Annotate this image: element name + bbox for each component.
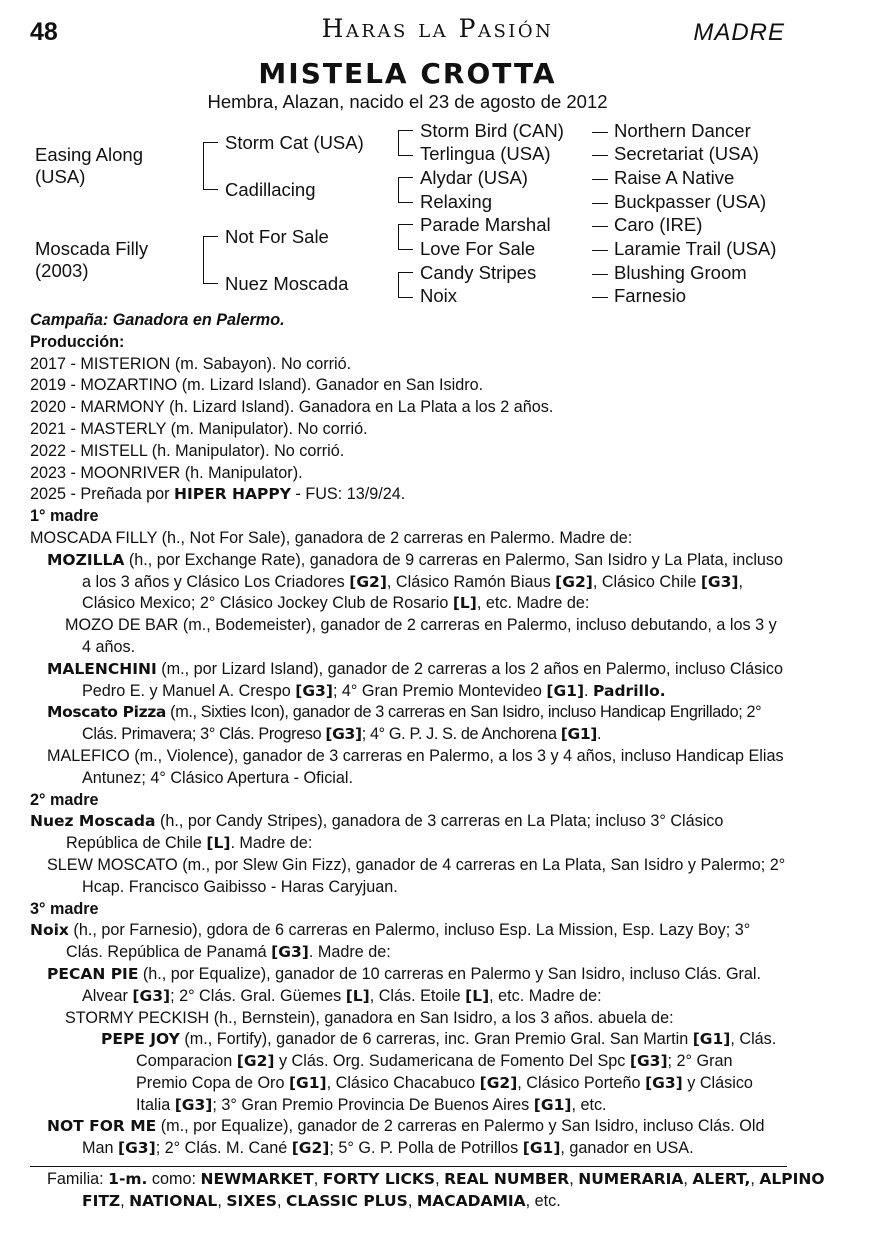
produce-entry: MALENCHINI (m., por Lizard Island), ganador de 2 carreras a los 2 años en Palermo, incluso Clásico Pedro E. y Manuel A. Crespo [G3]; 4° Gran Premio Montevideo [G1]. Padrillo. [47, 659, 783, 700]
first-dam-intro: MOSCADA FILLY (h., Not For Sale), ganadora de 2 carreras en Palermo. Madre de: [30, 528, 633, 547]
bracket [398, 130, 413, 156]
pedigree-gen4: Secretariat (USA) [614, 143, 759, 164]
pedigree-gen4: Laramie Trail (USA) [614, 238, 777, 259]
pedigree-gen4: Caro (IRE) [614, 214, 703, 235]
produce-entry: NOT FOR ME (m., por Equalize), ganador de 2 carreras en Palermo y San Isidro, incluso Clás. Old Man [G3]; 2° Clás. M. Cané [G2]; 5° G. P. Polla de Potrillos [G1], ganador en USA. [47, 1117, 765, 1158]
pedigree-sire: Easing Along (USA) [35, 144, 144, 187]
production-item: 2025 - Preñada por HIPER HAPPY - FUS: 13/9/24. [30, 485, 406, 504]
second-dam-heading: 2° madre [30, 790, 99, 809]
pedigree-gen3: Noix [420, 285, 458, 306]
bracket [203, 142, 218, 190]
produce-entry: MOZILLA (h., por Exchange Rate), ganadora de 9 carreras en Palermo, San Isidro y La Plata, incluso a los 3 años y Clásico Los Criadores [G2], Clásico Ramón Biaus [G2], Clásico Chile [G3], Clásico Mexico; 2° Clásico Jockey Club de Rosario [L], etc. Madre de: [47, 550, 784, 613]
section-label: MADRE [693, 19, 785, 46]
pedigree-gen4: Blushing Groom [614, 262, 747, 283]
horse-name: MISTELA CROTTA [258, 57, 557, 90]
bracket [398, 272, 413, 298]
pedigree-gen4: Northern Dancer [614, 120, 751, 141]
pedigree-gen3: Terlingua (USA) [420, 143, 551, 164]
pedigree-gen2: Nuez Moscada [225, 273, 349, 294]
bracket [203, 236, 218, 284]
dam-entry: Noix (h., por Farnesio), gdora de 6 carreras en Palermo, incluso Esp. La Mission, Esp. Lazy Boy; 3° Clás. República de Panamá [G3]. Madre de: [30, 921, 751, 962]
pedigree-gen2: Not For Sale [225, 226, 329, 247]
pedigree-gen2: Cadillacing [225, 179, 316, 200]
family-line: Familia: 1-m. como: NEWMARKET, FORTY LICKS, REAL NUMBER, NUMERARIA, ALERT,, ALPINO FITZ, NATIONAL, SIXES, CLASSIC PLUS, MACADAMIA, etc. [47, 1170, 825, 1210]
pedigree-gen4: Farnesio [614, 285, 686, 306]
farm-title: Haras la Pasión [321, 14, 554, 43]
produce-entry: PECAN PIE (h., por Equalize), ganador de 10 carreras en Palermo y San Isidro, incluso Clás. Gral. Alvear [G3]; 2° Clás. Gral. Güemes [L], Clás. Etoile [L], etc. Madre de: [47, 964, 762, 1005]
pedigree-dam: Moscada Filly (2003) [35, 238, 149, 281]
pedigree-gen3: Parade Marshal [420, 214, 551, 235]
pedigree-gen3: Candy Stripes [420, 262, 537, 283]
produce-entry: STORMY PECKISH (h., Bernstein), ganadora en San Isidro, a los 3 años. abuela de: [65, 1008, 674, 1027]
produce-entry: PEPE JOY (m., Fortify), ganador de 6 carreras, inc. Gran Premio Gral. San Martin [G1], Clás. Comparacion [G2] y Clás. Org. Sudamericana de Fomento Del Spc [G3]; 2° Gran Premio Copa de Oro [G1], Clásico Chacabuco [G2], Clásico Porteño [G3] y Clásico Italia [G3]; 3° Gran Premio Provincia De Buenos Aires [G1], etc. [101, 1030, 777, 1114]
dam-entry: Nuez Moscada (h., por Candy Stripes), ganadora de 3 carreras en La Plata; incluso 3° Clásico República de Chile [L]. Madre de: [30, 812, 724, 853]
production-item: 2017 - MISTERION (m. Sabayon). No corrió. [30, 354, 352, 373]
pedigree-gen3: Storm Bird (CAN) [420, 120, 564, 141]
produce-entry: Moscato Pizza (m., Sixties Icon), ganador de 3 carreras en San Isidro, incluso Handicap Engrillado; 2° Clás. Primavera; 3° Clás. Progreso [G3]; 4° G. P. J. S. de Anchorena [G1]. [47, 703, 762, 744]
divider [30, 1166, 787, 1167]
pedigree-gen3: Love For Sale [420, 238, 536, 259]
produce-entry: SLEW MOSCATO (m., por Slew Gin Fizz), ganador de 4 carreras en La Plata, San Isidro y Palermo; 2° Hcap. Francisco Gaibisso - Haras Caryjuan. [47, 855, 786, 896]
pedigree-gen3: Relaxing [420, 191, 492, 212]
production-item: 2022 - MISTELL (h. Manipulator). No corrió. [30, 441, 345, 460]
production-heading: Producción: [30, 332, 125, 351]
pedigree-gen4: Raise A Native [614, 167, 735, 188]
catalog-body [30, 310, 787, 1160]
bracket [398, 224, 413, 250]
produce-entry: MOZO DE BAR (m., Bodemeister), ganador de 2 carreras en Palermo, incluso debutando, a los 3 y 4 años. [65, 616, 777, 656]
bracket [398, 177, 413, 203]
production-item: 2021 - MASTERLY (m. Manipulator). No corrió. [30, 419, 368, 438]
campaign-line: Campaña: Ganadora en Palermo. [30, 311, 285, 329]
first-dam-heading: 1° madre [30, 507, 99, 526]
pedigree-gen2: Storm Cat (USA) [225, 132, 364, 153]
horse-description: Hembra, Alazan, nacido el 23 de agosto de 2012 [207, 91, 608, 112]
page-number: 48 [30, 18, 58, 46]
production-item: 2019 - MOZARTINO (m. Lizard Island). Ganador en San Isidro. [30, 376, 484, 395]
production-item: 2023 - MOONRIVER (h. Manipulator). [30, 463, 303, 482]
pedigree-gen3: Alydar (USA) [420, 167, 528, 188]
third-dam-heading: 3° madre [30, 899, 99, 918]
production-item: 2020 - MARMONY (h. Lizard Island). Ganadora en La Plata a los 2 años. [30, 398, 554, 417]
pedigree-gen4: Buckpasser (USA) [614, 191, 767, 212]
produce-entry: MALEFICO (m., Violence), ganador de 3 carreras en Palermo, a los 3 y 4 años, incluso Handicap Elias Antunez; 4° Clásico Apertura - Oficial. [47, 746, 784, 787]
